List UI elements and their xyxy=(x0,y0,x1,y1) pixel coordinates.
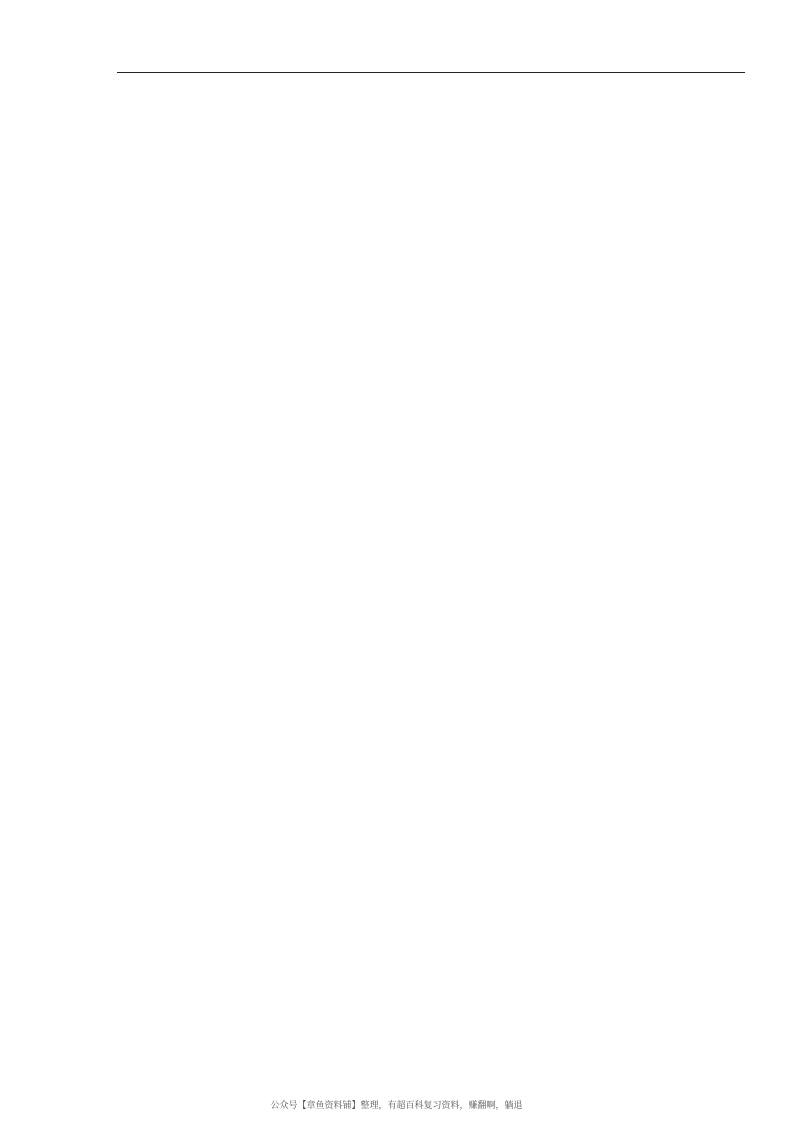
header-rule xyxy=(117,72,745,73)
footer-watermark: 公众号【章鱼资料铺】整理，有超百科复习资料，赚翻啊，躺退 xyxy=(270,1101,523,1111)
